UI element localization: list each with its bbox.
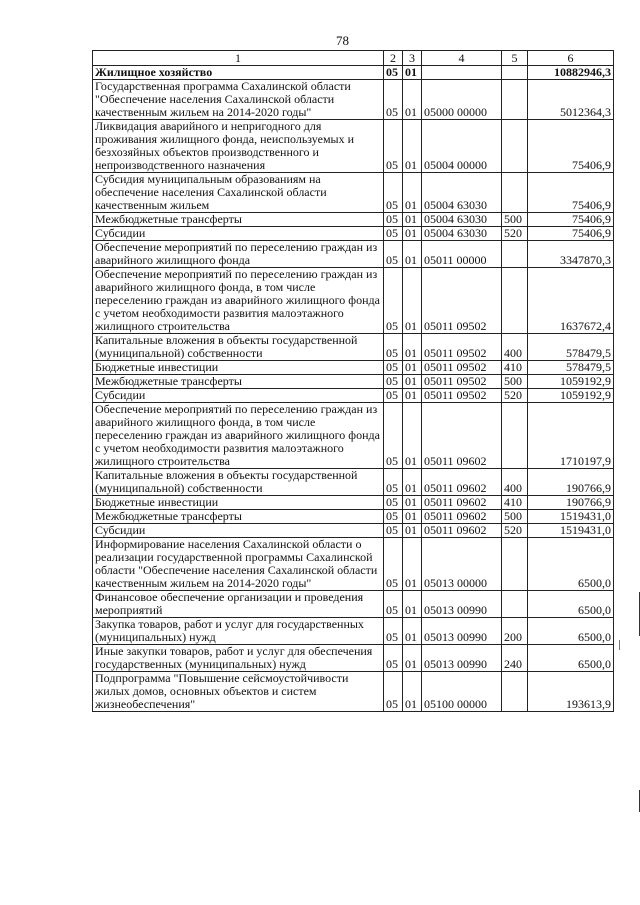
row-name: Межбюджетные трансферты <box>93 375 384 389</box>
table-row <box>93 66 614 80</box>
table-row <box>93 213 614 227</box>
row-csr: 05011 09602 <box>422 496 502 510</box>
row-vr <box>502 538 528 591</box>
row-name: Жилищное хозяйство <box>93 66 384 80</box>
table-row <box>93 496 614 510</box>
row-vr <box>502 173 528 213</box>
table-row <box>93 120 614 173</box>
row-amount: 10882946,3 <box>528 66 614 80</box>
row-csr: 05011 09602 <box>422 469 502 496</box>
row-name: Межбюджетные трансферты <box>93 213 384 227</box>
row-amount: 1637672,4 <box>528 268 614 334</box>
row-rz: 05 <box>384 591 403 618</box>
row-pr: 01 <box>403 618 422 645</box>
table-row <box>93 524 614 538</box>
row-vr <box>502 66 528 80</box>
row-amount: 1519431,0 <box>528 524 614 538</box>
row-rz: 05 <box>384 496 403 510</box>
row-pr: 01 <box>403 227 422 241</box>
row-amount: 1059192,9 <box>528 375 614 389</box>
row-pr: 01 <box>403 389 422 403</box>
table-row <box>93 618 614 645</box>
row-vr: 520 <box>502 389 528 403</box>
table-row <box>93 389 614 403</box>
row-rz: 05 <box>384 524 403 538</box>
row-csr: 05011 09602 <box>422 524 502 538</box>
row-csr: 05011 09602 <box>422 510 502 524</box>
row-vr: 400 <box>502 469 528 496</box>
row-csr: 05100 00000 <box>422 672 502 712</box>
row-rz: 05 <box>384 403 403 469</box>
row-csr: 05011 00000 <box>422 241 502 268</box>
row-rz: 05 <box>384 510 403 524</box>
row-amount: 1059192,9 <box>528 389 614 403</box>
page-number: 78 <box>336 33 349 48</box>
table-row <box>93 538 614 591</box>
row-amount: 190766,9 <box>528 496 614 510</box>
row-amount: 190766,9 <box>528 469 614 496</box>
row-name: Обеспечение мероприятий по переселению граждан из аварийного жилищного фонда <box>93 241 384 268</box>
row-rz: 05 <box>384 213 403 227</box>
row-name: Обеспечение мероприятий по переселению граждан из аварийного жилищного фонда, в том числе переселению граждан из аварийного жилищного фонда с учетом необходимости развития малоэтажного жилищного строительства <box>93 403 384 469</box>
row-amount: 1710197,9 <box>528 403 614 469</box>
table-row <box>93 241 614 268</box>
table-row <box>93 361 614 375</box>
row-rz: 05 <box>384 334 403 361</box>
table-row <box>93 173 614 213</box>
row-csr: 05011 09502 <box>422 334 502 361</box>
row-csr: 05013 00000 <box>422 538 502 591</box>
row-vr: 520 <box>502 227 528 241</box>
row-csr: 05011 09502 <box>422 268 502 334</box>
row-rz: 05 <box>384 375 403 389</box>
row-csr: 05013 00990 <box>422 618 502 645</box>
row-vr: 520 <box>502 524 528 538</box>
row-amount: 1519431,0 <box>528 510 614 524</box>
row-pr: 01 <box>403 496 422 510</box>
row-name: Бюджетные инвестиции <box>93 361 384 375</box>
row-amount: 6500,0 <box>528 645 614 672</box>
row-pr: 01 <box>403 672 422 712</box>
row-rz: 05 <box>384 389 403 403</box>
col-header-rz: 2 <box>384 51 403 66</box>
row-csr: 05011 09502 <box>422 375 502 389</box>
row-csr: 05011 09602 <box>422 403 502 469</box>
table-row <box>93 645 614 672</box>
row-rz: 05 <box>384 80 403 120</box>
table-row <box>93 334 614 361</box>
row-pr: 01 <box>403 403 422 469</box>
row-csr: 05011 09502 <box>422 389 502 403</box>
row-rz: 05 <box>384 241 403 268</box>
row-vr: 410 <box>502 496 528 510</box>
row-amount: 578479,5 <box>528 361 614 375</box>
row-pr: 01 <box>403 241 422 268</box>
row-csr: 05004 00000 <box>422 120 502 173</box>
row-name: Информирование населения Сахалинской области о реализации государственной программы Сахалинской области "Обеспечение населения Сахалинской области качественным жильем на 2014-2020 годы" <box>93 538 384 591</box>
row-name: Государственная программа Сахалинской области "Обеспечение населения Сахалинской области качественным жильем на 2014-2020 годы" <box>93 80 384 120</box>
row-csr: 05011 09502 <box>422 361 502 375</box>
row-rz: 05 <box>384 173 403 213</box>
table-body <box>93 66 614 712</box>
row-rz: 05 <box>384 66 403 80</box>
row-amount: 6500,0 <box>528 538 614 591</box>
row-csr: 05004 63030 <box>422 227 502 241</box>
row-csr: 05013 00990 <box>422 645 502 672</box>
col-header-csr: 4 <box>422 51 502 66</box>
row-pr: 01 <box>403 645 422 672</box>
row-vr <box>502 672 528 712</box>
row-amount: 75406,9 <box>528 227 614 241</box>
row-amount: 3347870,3 <box>528 241 614 268</box>
row-amount: 578479,5 <box>528 334 614 361</box>
row-name: Бюджетные инвестиции <box>93 496 384 510</box>
row-pr: 01 <box>403 524 422 538</box>
header-row <box>93 51 614 66</box>
row-rz: 05 <box>384 672 403 712</box>
row-name: Капитальные вложения в объекты государственной (муниципальной) собственности <box>93 469 384 496</box>
row-pr: 01 <box>403 268 422 334</box>
row-amount: 193613,9 <box>528 672 614 712</box>
row-pr: 01 <box>403 66 422 80</box>
table-row <box>93 403 614 469</box>
row-name: Капитальные вложения в объекты государственной (муниципальной) собственности <box>93 334 384 361</box>
row-csr: 05013 00990 <box>422 591 502 618</box>
col-header-name: 1 <box>93 51 384 66</box>
row-amount: 6500,0 <box>528 618 614 645</box>
row-pr: 01 <box>403 538 422 591</box>
row-vr <box>502 591 528 618</box>
row-vr <box>502 80 528 120</box>
row-vr: 400 <box>502 334 528 361</box>
row-pr: 01 <box>403 213 422 227</box>
row-vr: 500 <box>502 375 528 389</box>
row-amount: 5012364,3 <box>528 80 614 120</box>
row-amount: 6500,0 <box>528 591 614 618</box>
row-vr: 500 <box>502 213 528 227</box>
col-header-pr: 3 <box>403 51 422 66</box>
row-rz: 05 <box>384 618 403 645</box>
row-rz: 05 <box>384 361 403 375</box>
row-name: Субсидии <box>93 389 384 403</box>
row-name: Иные закупки товаров, работ и услуг для обеспечения государственных (муниципальных) нужд <box>93 645 384 672</box>
row-pr: 01 <box>403 120 422 173</box>
row-csr: 05004 63030 <box>422 213 502 227</box>
row-rz: 05 <box>384 469 403 496</box>
col-header-vr: 5 <box>502 51 528 66</box>
table-row <box>93 510 614 524</box>
table-row <box>93 591 614 618</box>
row-pr: 01 <box>403 591 422 618</box>
table-row <box>93 375 614 389</box>
row-amount: 75406,9 <box>528 173 614 213</box>
row-vr: 410 <box>502 361 528 375</box>
row-name: Межбюджетные трансферты <box>93 510 384 524</box>
row-amount: 75406,9 <box>528 120 614 173</box>
row-vr <box>502 120 528 173</box>
row-vr: 240 <box>502 645 528 672</box>
row-name: Субсидии <box>93 227 384 241</box>
row-name: Субсидия муниципальным образованиям на обеспечение населения Сахалинской области качественным жильем <box>93 173 384 213</box>
row-rz: 05 <box>384 120 403 173</box>
row-amount: 75406,9 <box>528 213 614 227</box>
row-pr: 01 <box>403 375 422 389</box>
row-name: Закупка товаров, работ и услуг для государственных (муниципальных) нужд <box>93 618 384 645</box>
table-row <box>93 268 614 334</box>
row-rz: 05 <box>384 645 403 672</box>
row-pr: 01 <box>403 80 422 120</box>
row-rz: 05 <box>384 268 403 334</box>
row-csr: 05004 63030 <box>422 173 502 213</box>
row-vr: 200 <box>502 618 528 645</box>
row-rz: 05 <box>384 538 403 591</box>
row-pr: 01 <box>403 334 422 361</box>
col-header-amount: 6 <box>528 51 614 66</box>
row-name: Субсидии <box>93 524 384 538</box>
row-name: Подпрограмма "Повышение сейсмоустойчивости жилых домов, основных объектов и систем жизнеобеспечения" <box>93 672 384 712</box>
row-pr: 01 <box>403 173 422 213</box>
row-pr: 01 <box>403 469 422 496</box>
row-vr <box>502 241 528 268</box>
row-vr: 500 <box>502 510 528 524</box>
table-row <box>93 469 614 496</box>
row-pr: 01 <box>403 361 422 375</box>
row-pr: 01 <box>403 510 422 524</box>
row-name: Ликвидация аварийного и непригодного для проживания жилищного фонда, неиспользуемых и безхозяйных объектов производственного и непроизводственного назначения <box>93 120 384 173</box>
row-vr <box>502 403 528 469</box>
row-rz: 05 <box>384 227 403 241</box>
table-row <box>93 227 614 241</box>
row-csr <box>422 66 502 80</box>
row-vr <box>502 268 528 334</box>
row-name: Финансовое обеспечение организации и проведения мероприятий <box>93 591 384 618</box>
scan-side-mark <box>619 640 620 650</box>
table-row <box>93 80 614 120</box>
table-row <box>93 672 614 712</box>
budget-table <box>92 50 614 712</box>
row-csr: 05000 00000 <box>422 80 502 120</box>
row-name: Обеспечение мероприятий по переселению граждан из аварийного жилищного фонда, в том числе переселению граждан из аварийного жилищного фонда с учетом необходимости развития малоэтажного жилищного строительства <box>93 268 384 334</box>
